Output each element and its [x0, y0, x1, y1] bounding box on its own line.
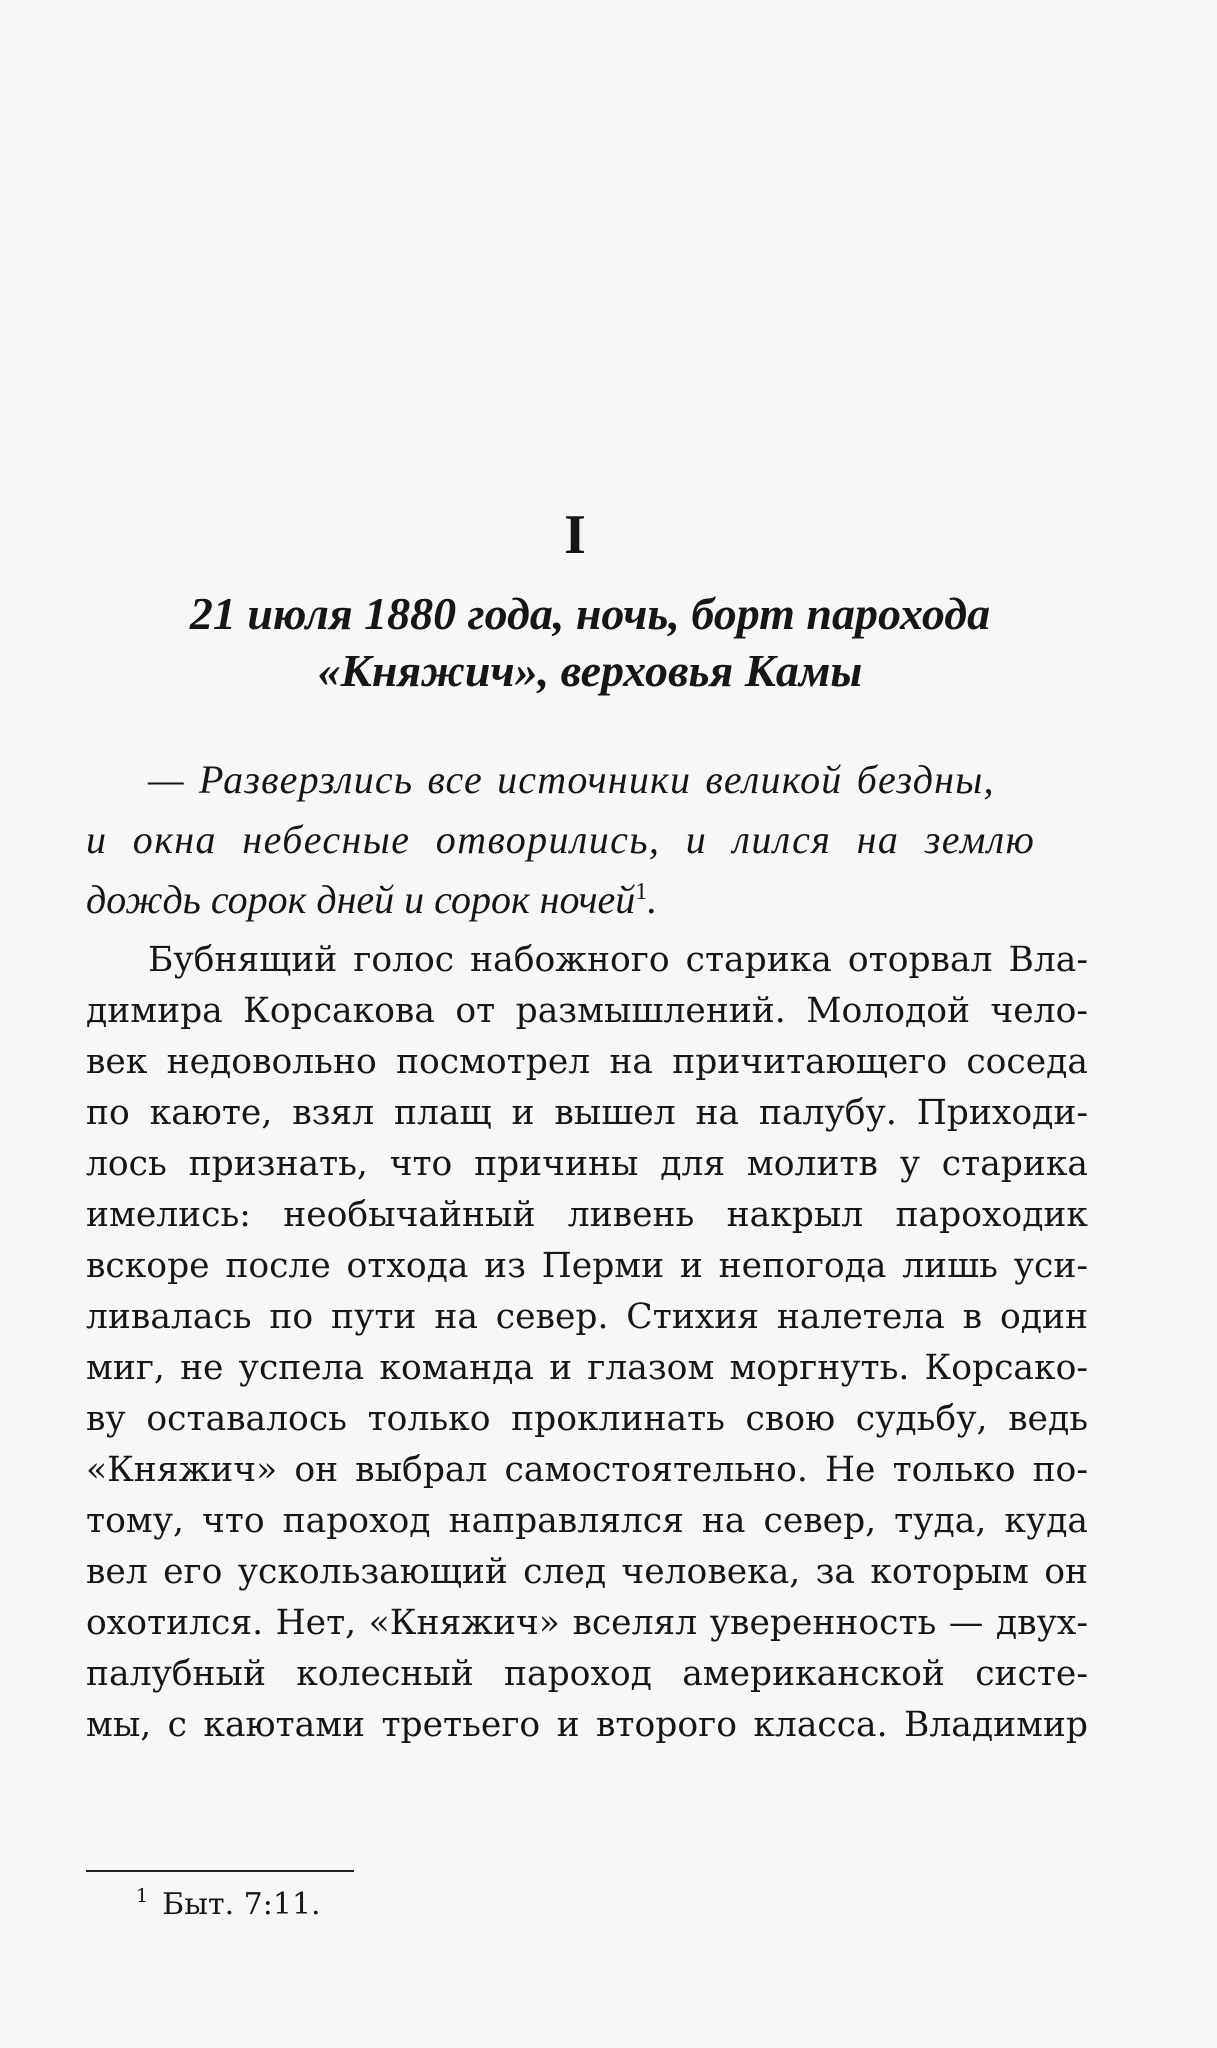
body-line: ливалась по пути на север. Стихия налетела в один	[86, 1297, 1088, 1337]
epigraph-line: — Разверзлись все источники великой бездны,	[148, 757, 995, 802]
footnote-reference: 1	[635, 879, 648, 905]
chapter-subtitle	[90, 585, 1090, 699]
body-line: лось признать, что причины для молитв у старика	[86, 1144, 1088, 1184]
body-line: «Княжич» он выбрал самостоятельно. Не только по-	[86, 1450, 1088, 1490]
chapter-number: I	[564, 504, 586, 566]
body-line: имелись: необычайный ливень накрыл пароходик	[86, 1195, 1088, 1235]
body-line: вскоре после отхода из Перми и непогода лишь уси-	[86, 1246, 1088, 1286]
body-line: палубный колесный пароход американской систе-	[86, 1654, 1088, 1694]
body-line: Бубнящий голос набожного старика оторвал Вла-	[148, 940, 1088, 980]
body-line: охотился. Нет, «Княжич» вселял уверенность — двух-	[86, 1603, 1088, 1643]
body-line: тому, что пароход направлялся на север, туда, куда	[86, 1501, 1088, 1541]
chapter-subtitle-line: 21 июля 1880 года, ночь, борт парохода	[189, 588, 991, 639]
body-paragraph	[86, 935, 1088, 1751]
footnote-text: Быт. 7:11.	[162, 1887, 321, 1922]
footnote	[136, 1885, 321, 1925]
body-line: ву оставалось только проклинать свою судьбу, ведь	[86, 1399, 1088, 1439]
epigraph-line-last	[86, 870, 1086, 930]
footnote-separator	[86, 1870, 354, 1872]
body-line: мы, с каютами третьего и второго класса. Владимир	[86, 1705, 1088, 1745]
body-line: век недовольно посмотрел на причитающего соседа	[86, 1042, 1088, 1082]
chapter-subtitle-line: «Княжич», верховья Камы	[317, 645, 863, 696]
epigraph-line: и окна небесные отворились, и лился на землю	[86, 817, 1036, 862]
body-line: миг, не успела команда и глазом моргнуть. Корсако-	[86, 1348, 1088, 1388]
body-line: по каюте, взял плащ и вышел на палубу. Приходи-	[86, 1093, 1088, 1133]
epigraph-end-punctuation: .	[647, 877, 658, 922]
epigraph	[86, 750, 1086, 930]
footnote-marker: 1	[136, 1885, 149, 1907]
body-line: димира Корсакова от размышлений. Молодой чело-	[86, 991, 1088, 1031]
epigraph-line-text: дождь сорок дней и сорок ночей	[86, 877, 636, 922]
body-line: вел его ускользающий след человека, за которым он	[86, 1552, 1088, 1592]
